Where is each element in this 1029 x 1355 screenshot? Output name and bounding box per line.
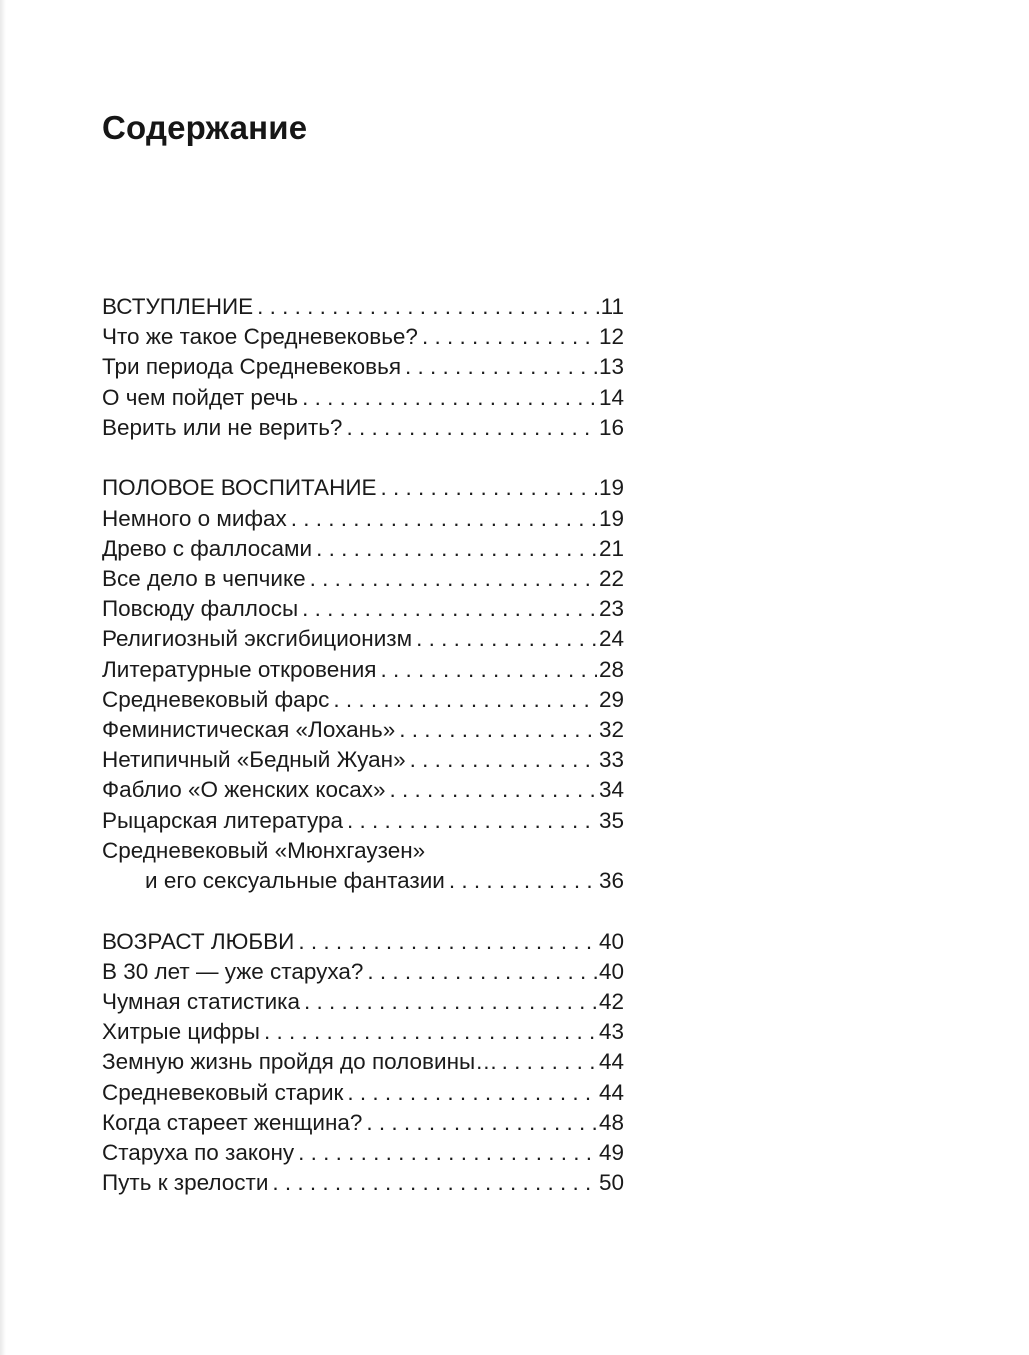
toc-entry-title: Рыцарская литература (102, 807, 344, 833)
toc-entry[interactable] (102, 1078, 624, 1108)
toc-page-number: 33 (598, 747, 624, 773)
toc-entry[interactable] (102, 1108, 624, 1138)
toc-entry[interactable] (102, 685, 624, 715)
toc-entry[interactable] (102, 1168, 624, 1198)
toc-entry-title: Нетипичный «Бедный Жуан» (102, 747, 406, 773)
toc-page-number: 36 (598, 867, 624, 893)
toc-entry[interactable] (102, 927, 624, 957)
dot-leader (294, 927, 597, 957)
toc-entry[interactable] (102, 473, 624, 503)
page-title: Содержание (102, 109, 308, 146)
toc-page-number: 28 (598, 656, 624, 682)
dot-leader (287, 504, 597, 534)
toc-page-number: 21 (598, 535, 624, 561)
toc-entry-title: Путь к зрелости (102, 1170, 269, 1196)
toc-page-number: 34 (598, 777, 624, 803)
toc-entry-title: Повсюду фаллосы (102, 596, 299, 622)
dot-leader (342, 413, 597, 443)
dot-leader (418, 322, 597, 352)
toc-page-number: 24 (598, 626, 624, 652)
toc-page-number: 44 (598, 1079, 624, 1105)
toc-entry[interactable] (102, 775, 624, 805)
dot-leader (300, 987, 597, 1017)
toc-entry-title: Что же такое Средневековье? (102, 324, 418, 350)
toc-entry[interactable] (102, 987, 624, 1017)
toc-entry-title: ПОЛОВОЕ ВОСПИТАНИЕ (102, 475, 377, 501)
toc-entry-title: Древо с фаллосами (102, 535, 313, 561)
toc-entry[interactable] (102, 383, 624, 413)
dot-leader (306, 564, 597, 594)
toc-page-number: 32 (598, 716, 624, 742)
toc-page-number: 43 (598, 1019, 624, 1045)
toc-page-number: 49 (598, 1139, 624, 1165)
toc-entry-title: ВОЗРАСТ ЛЮБВИ (102, 928, 295, 954)
dot-leader (363, 957, 597, 987)
dot-leader (329, 685, 597, 715)
toc-entry[interactable] (102, 1138, 624, 1168)
toc-entry[interactable] (102, 1017, 624, 1047)
dot-leader (498, 1047, 597, 1077)
dot-leader (386, 775, 597, 805)
toc-entry-title: Земную жизнь пройдя до половины… (102, 1049, 498, 1075)
toc-entry-title: Верить или не верить? (102, 414, 343, 440)
toc-section (102, 927, 624, 1199)
dot-leader (260, 1017, 597, 1047)
toc-entry-title-continuation: и его сексуальные фантазии (145, 867, 445, 893)
dot-leader (377, 473, 597, 503)
toc-entry-title: Литературные откровения (102, 656, 377, 682)
toc-page-number: 19 (598, 505, 624, 531)
toc-entry[interactable] (102, 322, 624, 352)
toc-page-number: 11 (600, 294, 624, 319)
toc-entry-title: Средневековый фарс (102, 686, 330, 712)
toc-entry-title: Когда стареет женщина? (102, 1109, 363, 1135)
toc-entry[interactable] (102, 655, 624, 685)
toc-entry-title: Все дело в чепчике (102, 566, 306, 591)
toc-page-number: 48 (598, 1109, 624, 1135)
toc-section (102, 292, 624, 443)
dot-leader (253, 292, 598, 322)
toc-entry[interactable] (102, 836, 624, 866)
toc-entry[interactable] (102, 624, 624, 654)
toc-page-number: 19 (598, 475, 624, 501)
toc-page-number: 14 (598, 384, 624, 410)
toc-page-number: 23 (598, 596, 624, 622)
toc-entry-title: Средневековый старик (102, 1079, 344, 1105)
toc-entry[interactable] (102, 534, 624, 564)
toc-entry-title: О чем пойдет речь (102, 384, 299, 410)
dot-leader (412, 624, 597, 654)
toc-entry-title: Религиозный эксгибиционизм (102, 626, 413, 652)
toc-entry-title: Феминистическая «Лохань» (102, 716, 396, 742)
toc-entry[interactable] (102, 745, 624, 775)
dot-leader (362, 1108, 597, 1138)
toc-page-number: 13 (598, 354, 624, 380)
toc-section (102, 473, 624, 896)
dot-leader (312, 534, 597, 564)
dot-leader (401, 352, 597, 382)
toc-entry-title: Старуха по закону (102, 1139, 295, 1165)
toc-entry[interactable] (102, 292, 624, 322)
toc-entry[interactable] (102, 352, 624, 382)
dot-leader (343, 1078, 597, 1108)
toc-page-number: 22 (598, 566, 624, 591)
dot-leader (298, 594, 597, 624)
toc-entry[interactable] (102, 715, 624, 745)
toc-entry-title: Хитрые цифры (102, 1019, 260, 1045)
dot-leader (343, 806, 597, 836)
toc-entry-continuation[interactable] (102, 866, 624, 896)
toc-entry-title: Чумная статистика (102, 988, 301, 1014)
dot-leader (298, 383, 597, 413)
page-edge-shadow (0, 0, 6, 1355)
toc-page-number: 44 (598, 1049, 624, 1075)
toc-page-number: 29 (598, 686, 624, 712)
toc-entry[interactable] (102, 504, 624, 534)
toc-page-number: 40 (598, 928, 624, 954)
dot-leader (395, 715, 597, 745)
toc-page-number: 50 (598, 1170, 624, 1196)
toc-page-number: 12 (598, 324, 624, 350)
dot-leader (376, 655, 597, 685)
dot-leader (294, 1138, 597, 1168)
dot-leader (268, 1168, 597, 1198)
toc-entry-title: ВСТУПЛЕНИЕ (102, 294, 254, 319)
toc-entry[interactable] (102, 806, 624, 836)
toc-entry-title: Три периода Средневековья (102, 354, 402, 380)
table-of-contents (102, 292, 624, 1229)
toc-page-number: 42 (598, 988, 624, 1014)
toc-entry[interactable] (102, 564, 624, 594)
toc-entry-title: Немного о мифах (102, 505, 287, 531)
dot-leader (445, 866, 597, 896)
toc-entry[interactable] (102, 957, 624, 987)
toc-entry[interactable] (102, 1047, 624, 1077)
dot-leader (406, 745, 597, 775)
toc-entry-title: Средневековый «Мюнхгаузен» (102, 837, 426, 863)
toc-entry[interactable] (102, 413, 624, 443)
toc-entry-title: Фаблио «О женских косах» (102, 777, 386, 803)
toc-page-number: 16 (598, 414, 624, 440)
toc-page-number: 40 (598, 958, 624, 984)
toc-entry-title: В 30 лет — уже старуха? (102, 958, 364, 984)
toc-page-number: 35 (598, 807, 624, 833)
toc-entry[interactable] (102, 594, 624, 624)
